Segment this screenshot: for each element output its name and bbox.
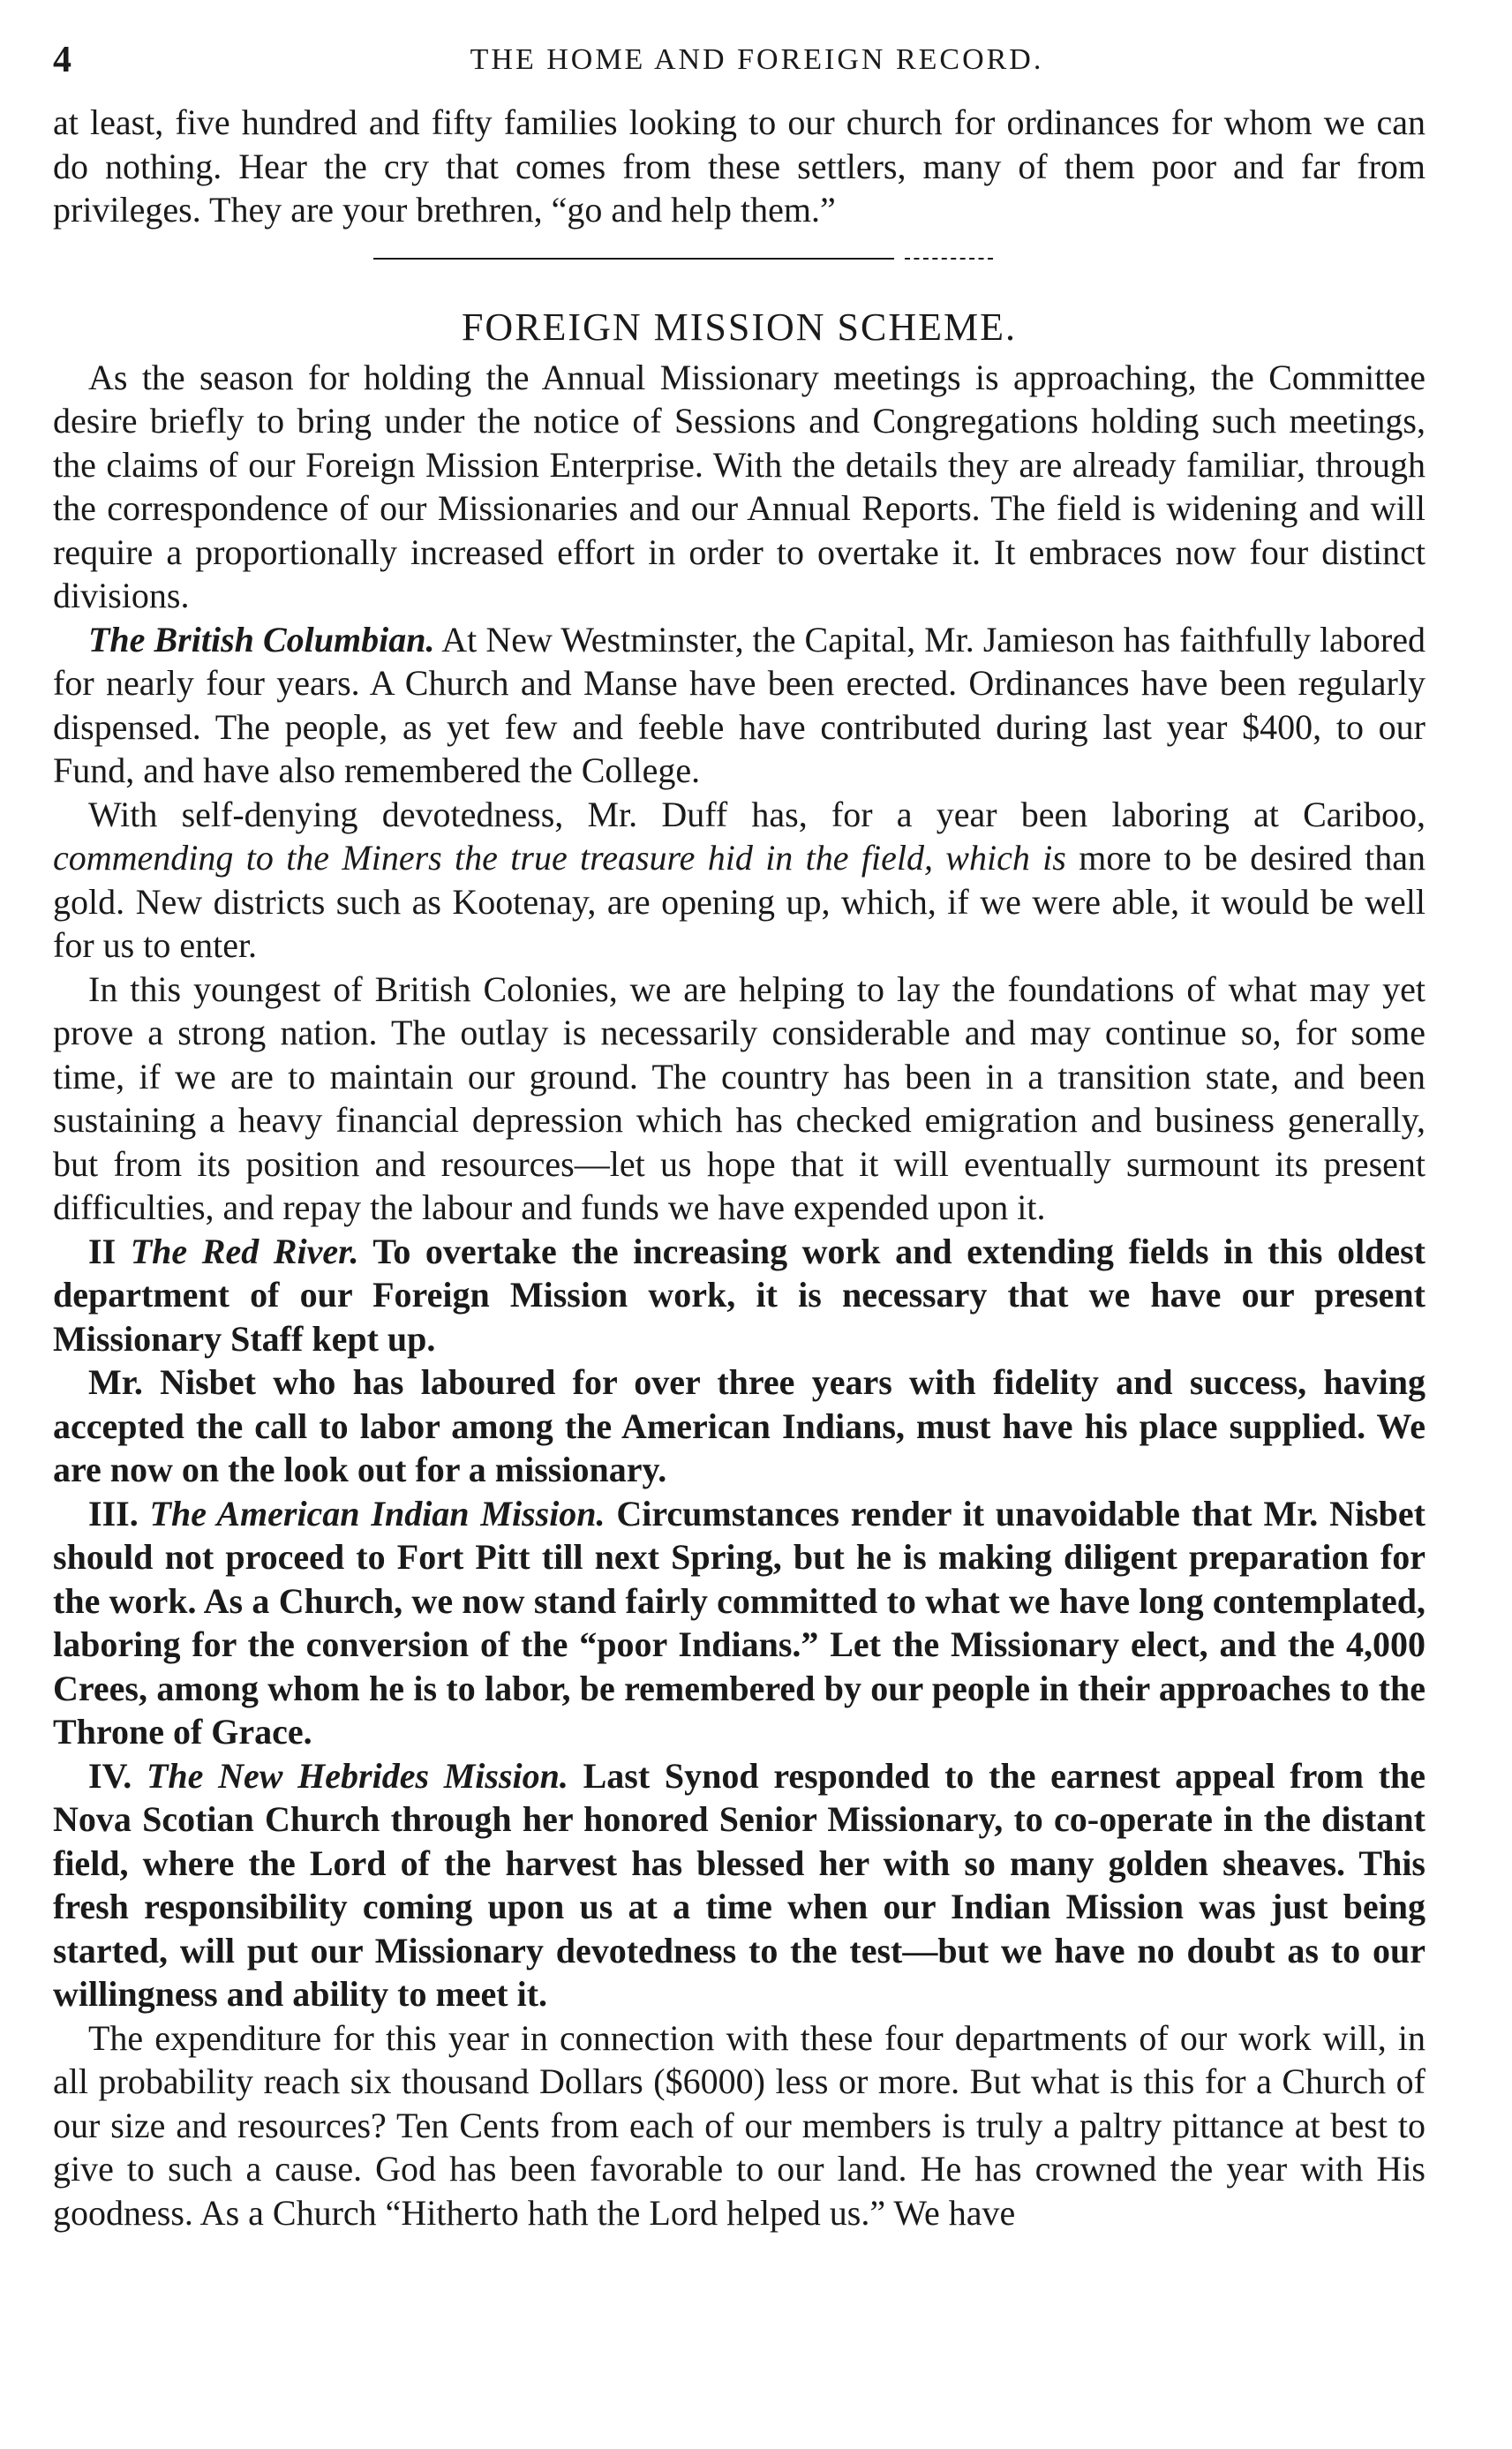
paragraph-american-indian	[53, 1492, 1425, 1754]
paragraph-text: more to be desired than gold. New districts such as Kootenay, are opening up, which, if we were able, it would be well for us to enter.	[53, 838, 1425, 965]
paragraph-text: With self-denying devotedness, Mr. Duff has, for a year been laboring at Cariboo,	[88, 794, 1425, 834]
paragraph-british-columbian	[53, 618, 1425, 793]
page-number: 4	[53, 40, 71, 80]
subhead-red-river: The Red River.	[130, 1231, 359, 1271]
paragraph-text: Circumstances render it unavoidable that Mr. Nisbet should not proceed to Fort Pitt till next Spring, but he is making diligent preparation for the work. As a Church, we now stand fairly committed to what we have long contemplated, laboring for the conversion of the “poor Indians.” Let the Missionary elect, and the 4,000 Crees, among whom he is to labor, be remembered by our people in their approaches to the Throne of Grace.	[53, 1493, 1425, 1752]
division-number: II	[88, 1231, 117, 1271]
section-divider	[53, 248, 1425, 266]
paragraph-youngest-colony: In this youngest of British Colonies, we are helping to lay the foundations of what may yet prove a strong nation. The outlay is necessarily considerable and may continue so, for some time, if we are to maintain our ground. The country has been in a transition state, and been sustaining a heavy financial depression which has checked emigration and business generally, but from its position and resources—let us hope that it will eventually surmount its present difficulties, and repay the labour and funds we have expended upon it.	[53, 968, 1425, 1227]
paragraph-text: At New Westminster, the Capital, Mr. Jamieson has faithfully labored for nearly four years. A Church and Manse have been erected. Ordinances have been regularly dispensed. The people, as yet few and feeble have contributed during last year $400, to our Fund, and have also remembered the College.	[53, 619, 1425, 790]
division-number: III.	[88, 1493, 139, 1533]
section-heading: FOREIGN MISSION SCHEME.	[461, 305, 1018, 349]
document-page	[53, 34, 1425, 2417]
paragraph-text: Last Synod responded to the earnest appeal from the Nova Scotian Church through her honored Senior Missionary, to co-operate in the distant field, where the Lord of the harvest has blessed her with so many golden sheaves. This fresh responsibility coming upon us at a time when our Indian Mission was just being started, will put our Missionary devotedness to the test—but we have no doubt as to our willingness and ability to meet it.	[53, 1755, 1426, 2014]
paragraph-cariboo	[53, 793, 1425, 968]
subhead-british-columbian: The British Columbian.	[88, 619, 435, 659]
running-head	[53, 34, 1425, 87]
subhead-american-indian: The American Indian Mission.	[149, 1493, 606, 1533]
divider-dashes	[905, 258, 993, 260]
paragraph-nisbet: Mr. Nisbet who has laboured for over three years with fidelity and success, having accepted the call to labor among the American Indians, must have his place supplied. We are now on the look out for a missionary.	[53, 1362, 1425, 1489]
paragraph-text: To overtake the increasing work and extending fields in this oldest department of our Foreign Mission work, it is necessary that we have our present Missionary Staff kept up.	[53, 1231, 1425, 1359]
paragraph-overview: As the season for holding the Annual Missionary meetings is approaching, the Committee desire briefly to bring under the notice of Sessions and Congregations holding such meetings, the claims of our Foreign Mission Enterprise. With the details they are already familiar, through the correspondence of our Missionaries and our Annual Reports. The field is widening and will require a proportionally increased effort in order to overtake it. It embraces now four distinct divisions.	[53, 357, 1425, 615]
paragraph-red-river	[53, 1230, 1425, 1361]
divider-line	[373, 258, 894, 260]
paragraph-expenditure: The expenditure for this year in connection with these four departments of our work will, in all probability reach six thousand Dollars ($6000) less or more. But what is this for a Church of our size and resources? Ten Cents from each of our members is truly a paltry pittance at best to give to such a cause. God has been favorable to our land. He has crowned the year with His goodness. As a Church “Hitherto hath the Lord helped us.” We have	[53, 2017, 1425, 2233]
paragraph-new-hebrides	[53, 1754, 1425, 2016]
subhead-new-hebrides: The New Hebrides Mission.	[147, 1755, 568, 1796]
italic-phrase: commending to the Miners the true treasure hid in the field, which is	[53, 838, 1066, 878]
intro-paragraph: at least, five hundred and fifty families looking to our church for ordinances for whom we can do nothing. Hear the cry that comes from these settlers, many of them poor and far from privileges. They are your brethren, “go and help them.”	[53, 102, 1425, 230]
division-number: IV.	[88, 1755, 132, 1796]
journal-title: THE HOME AND FOREIGN RECORD.	[470, 43, 1044, 76]
